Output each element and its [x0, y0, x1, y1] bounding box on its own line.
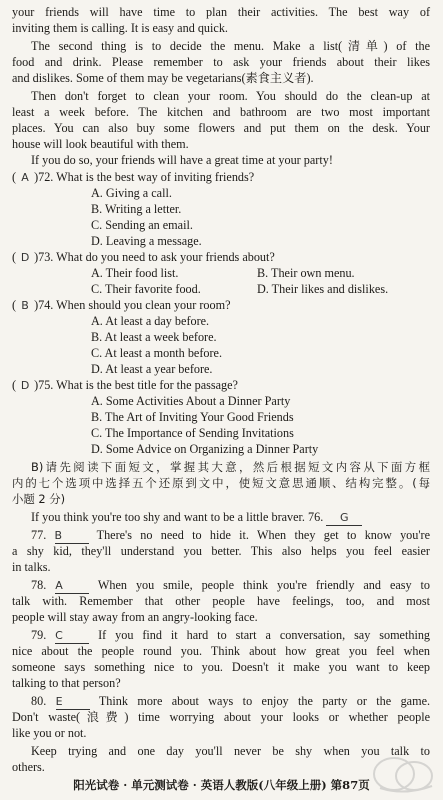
passage-line: like you or not.: [12, 726, 87, 740]
passage-line: your friends will have time to plan their activities. The best way of: [12, 5, 430, 19]
passage-line: talk with. Remember that other people have feelings, too, and most: [12, 594, 430, 608]
passage-line: If you do so, your friends will have a great time at your party!: [31, 153, 333, 167]
passage-line: nice about the people round you. Think about how great you feel when: [12, 644, 430, 658]
answer-blank-78: A: [55, 579, 89, 594]
passage-line: and dislikes. Some of them may be vegetarians(素食主义者).: [12, 71, 314, 85]
option: A. Giving a call.: [91, 186, 172, 200]
option: A. Some Activities About a Dinner Party: [91, 394, 291, 408]
passage-line: Then don't forget to clean your room. You should do the clean-up at: [31, 89, 430, 103]
option: A. Their food list.: [91, 266, 179, 280]
cloze-76: If you think you're too shy and want to be a little braver. 76. G: [31, 509, 362, 526]
passage-line: house will look beautiful with them.: [12, 137, 189, 151]
page-footer: 阳光试卷 · 单元测试卷 · 英语人教版(八年级上册) 第87页: [73, 778, 370, 792]
question-73: ( D )73. What do you need to ask your friends about?: [12, 250, 275, 264]
passage-line: talking to that person?: [12, 676, 121, 690]
option: C. The Importance of Sending Invitations: [91, 426, 294, 440]
answer-blank-76: G: [326, 511, 362, 526]
option: D. Leaving a message.: [91, 234, 202, 248]
cloze-80: 80. E Think more about ways to enjoy the party or the game.: [31, 694, 431, 708]
passage-line: someone says something nice to you. Doesn't it make you want to keep: [12, 660, 430, 674]
answer-blank-80: E: [56, 695, 90, 710]
option: C. At least a month before.: [91, 346, 222, 360]
option: B. The Art of Inviting Your Good Friends: [91, 410, 294, 424]
option: D. Their likes and dislikes.: [257, 282, 389, 296]
passage-line: in talks.: [12, 560, 51, 574]
option: D. At least a year before.: [91, 362, 213, 376]
answer-blank-79: C: [55, 629, 89, 644]
answer-mark: A: [21, 171, 29, 184]
option: B. Writing a letter.: [91, 202, 182, 216]
passage-line: least a week before. The kitchen and bathroom are two most important: [12, 105, 430, 119]
passage-line: a shy kid, they'll understand you better. This also helps you feel easier: [12, 544, 430, 558]
passage-line: people will stay away from an angry-looking face.: [12, 610, 258, 624]
question-72: ( A )72. What is the best way of inviting friends?: [12, 170, 255, 184]
answer-mark: D: [20, 251, 30, 264]
question-75: ( D )75. What is the best title for the passage?: [12, 378, 238, 392]
section-b-instructions: 内的七个选项中选择五个还原到文中，使短文意思通顺、结构完整。(每: [12, 476, 430, 490]
cloze-79: 79. C If you find it hard to start a conversation, say something: [31, 628, 431, 642]
passage-line: Keep trying and one day you'll never be shy when you talk to: [31, 744, 430, 758]
question-74: ( B )74. When should you clean your room?: [12, 298, 231, 312]
passage-line: others.: [12, 760, 45, 774]
option: B. At least a week before.: [91, 330, 217, 344]
option: B. Their own menu.: [257, 266, 355, 280]
option: C. Their favorite food.: [91, 282, 201, 296]
passage-line: The second thing is to decide the menu. Make a list(清单) of the: [31, 39, 430, 53]
passage-line: food and drink. Please remember to ask your friends about their likes: [12, 55, 430, 69]
answer-mark: B: [21, 299, 29, 312]
watermark-logo: [370, 752, 438, 798]
passage-line: places. You can also buy some flowers and put them on the desk. Your: [12, 121, 430, 135]
answer-mark: D: [20, 379, 30, 392]
answer-blank-77: B: [55, 529, 89, 544]
passage-line: Don't waste(浪费) time worrying about your looks or whether people: [12, 710, 430, 724]
section-b-instructions: 小题 2 分): [12, 492, 66, 506]
cloze-77: 77. B There's no need to hide it. When they get to know you're: [31, 528, 431, 542]
option: D. Some Advice on Organizing a Dinner Party: [91, 442, 319, 456]
cloze-78: 78. A When you smile, people think you're friendly and easy to: [31, 578, 431, 592]
passage-line: inviting them is calling. It is easy and quick.: [12, 21, 228, 35]
section-b-instructions: B)请先阅读下面短文，掌握其大意，然后根据短文内容从下面方框: [31, 460, 430, 474]
option: C. Sending an email.: [91, 218, 193, 232]
option: A. At least a day before.: [91, 314, 210, 328]
